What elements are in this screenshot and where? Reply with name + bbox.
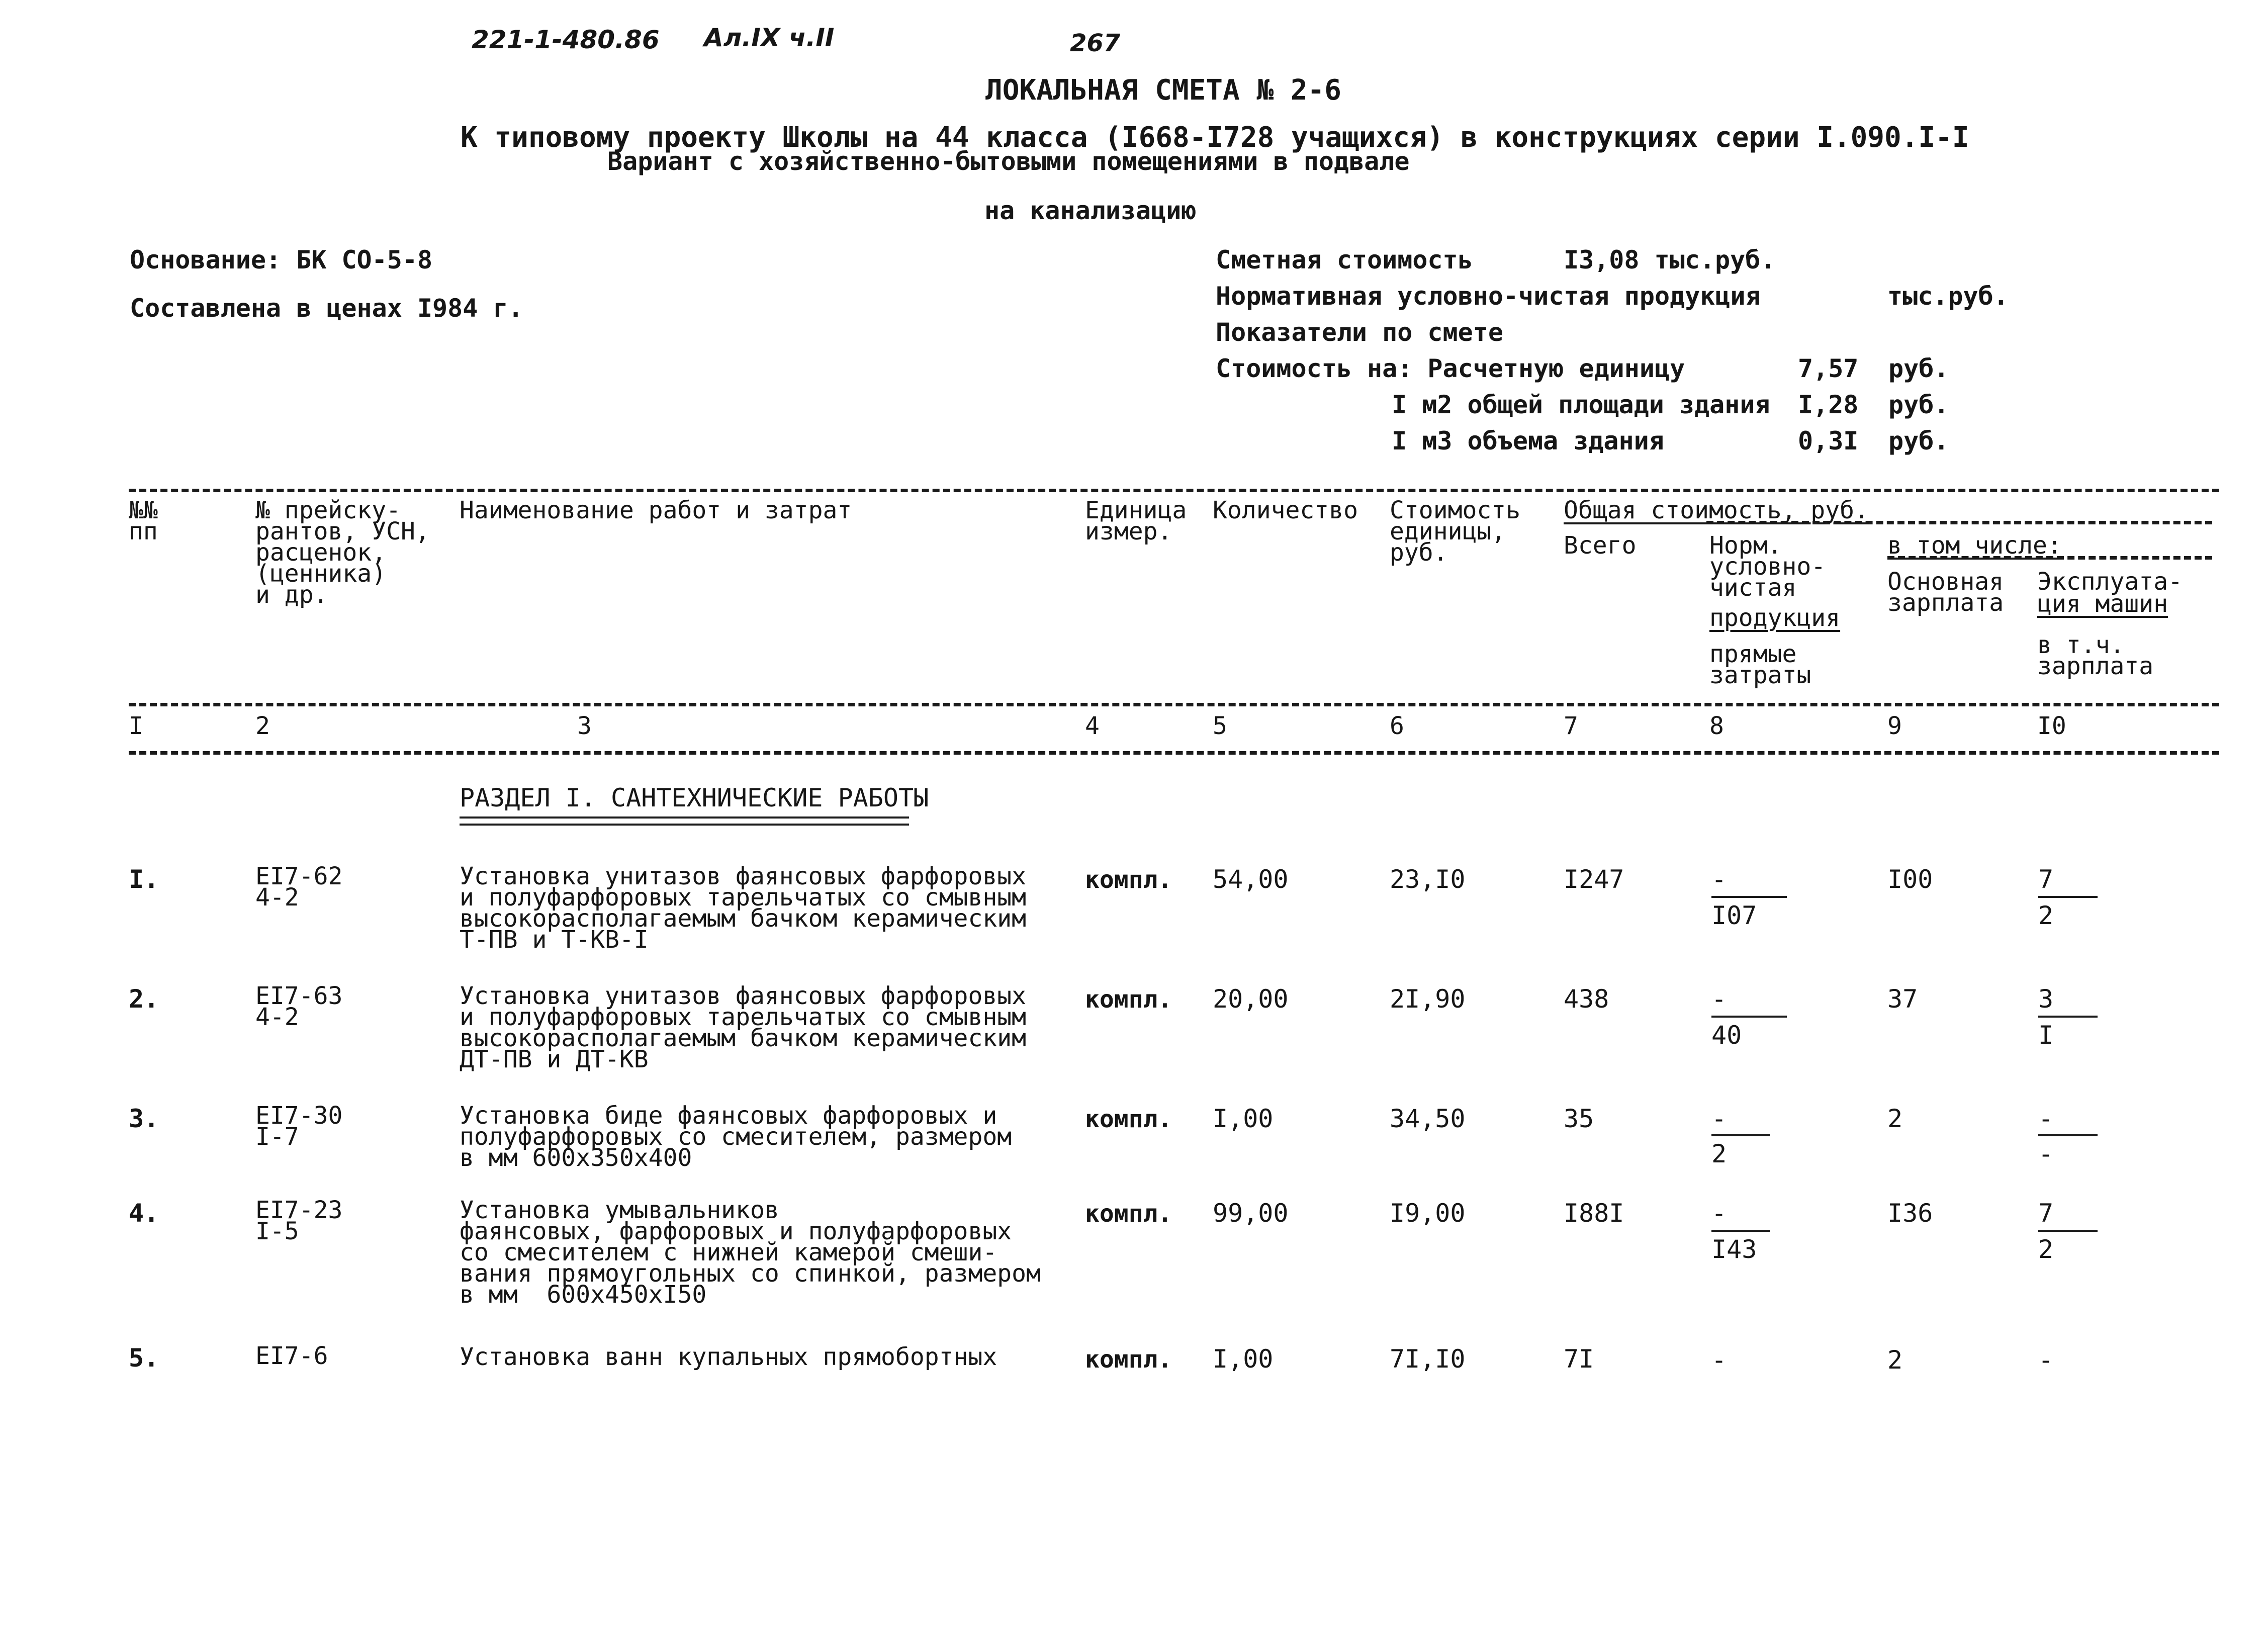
row-code: ЕI7-6 xyxy=(255,1342,328,1370)
row-total: I247 xyxy=(1564,865,1624,894)
row-salary: 37 xyxy=(1887,984,1918,1014)
row-mach-top: - xyxy=(2038,1345,2054,1375)
header-top-rule xyxy=(129,489,2219,492)
row-qty: I,00 xyxy=(1213,1344,1274,1374)
header-in-that: в том числе: xyxy=(1887,531,2062,560)
row-salary: 2 xyxy=(1887,1104,1903,1133)
row-qty: 20,00 xyxy=(1213,984,1289,1014)
row-unit-cost: I9,00 xyxy=(1390,1199,1466,1228)
row-qty: 99,00 xyxy=(1213,1199,1289,1228)
fraction-line xyxy=(1711,1230,1770,1232)
column-number: 3 xyxy=(577,712,592,740)
header-col10-bottom: в т.ч. зарплата xyxy=(2037,631,2154,680)
header-col5: Количество xyxy=(1213,496,1358,524)
header-col7: Всего xyxy=(1564,531,1637,560)
header-total-cost: Общая стоимость, руб. xyxy=(1564,496,1869,524)
header-col8-bottom: прямые затраты xyxy=(1709,640,1811,689)
row-number: 5. xyxy=(129,1343,159,1373)
row-name: Установка биде фаянсовых фарфоровых и полуфарфоровых со смесителем, размером в мм 600х350х400 xyxy=(460,1102,1012,1172)
row-qty: I,00 xyxy=(1213,1104,1274,1133)
cost-per-unit-value: 7,57 xyxy=(1798,354,1859,383)
row-mach-top: - xyxy=(2038,1104,2054,1133)
row-unit-cost: 7I,I0 xyxy=(1390,1344,1466,1374)
indicators-label: Показатели по смете xyxy=(1216,318,1503,347)
row-mach-bottom: I xyxy=(2038,1021,2054,1050)
row-number: 4. xyxy=(129,1199,159,1228)
per-m3-value: 0,3I xyxy=(1798,426,1859,456)
column-number: I xyxy=(129,712,143,740)
column-number: 4 xyxy=(1085,712,1100,740)
row-unit: компл. xyxy=(1085,985,1172,1014)
row-total: I88I xyxy=(1564,1199,1624,1228)
row-unit: компл. xyxy=(1085,866,1172,894)
row-norm-bottom: I07 xyxy=(1711,901,1757,930)
row-salary: I00 xyxy=(1887,865,1933,894)
row-name: Установка унитазов фаянсовых фарфоровых и полуфарфоровых тарельчатых со смывным высокорасполагаемым бачком керамическим Т-ПВ и Т-КВ-I xyxy=(460,862,1027,954)
row-code: ЕI7-62 4-2 xyxy=(255,862,343,912)
header-col10-under: ция машин xyxy=(2037,590,2168,618)
page-number: 267 xyxy=(1070,29,1121,57)
per-m2-value: I,28 xyxy=(1798,390,1859,419)
fraction-line xyxy=(2038,896,2098,898)
header-col10-top: Эксплуата- xyxy=(2037,568,2183,596)
row-norm-top: - xyxy=(1711,1199,1727,1228)
subtitle-project: К типовому проекту Школы на 44 класса (I668-I728 учащихся) в конструкциях серии I.090.I-I xyxy=(461,121,1969,154)
subtitle-variant: Вариант с хозяйственно-бытовыми помещениями в подвале xyxy=(607,147,1410,176)
header-col2: № прейску- рантов, УСН, расценок, (ценника) и др. xyxy=(255,496,430,609)
header-col6: Стоимость единицы, руб. xyxy=(1390,496,1521,567)
row-norm-top: - xyxy=(1711,984,1727,1014)
header-col1: №№ пп xyxy=(129,496,158,546)
header-col3: Наименование работ и затрат xyxy=(460,496,852,524)
header-col9: Основная зарплата xyxy=(1887,568,2004,617)
row-norm-bottom: I43 xyxy=(1711,1235,1757,1264)
fraction-line xyxy=(2038,1230,2098,1232)
row-mach-top: 7 xyxy=(2038,1199,2054,1228)
album-code: 221-1-480.86 xyxy=(472,25,660,54)
row-number: 2. xyxy=(129,984,159,1014)
subtitle-object: на канализацию xyxy=(984,196,1197,225)
row-name: Установка унитазов фаянсовых фарфоровых и полуфарфоровых тарельчатых со смывным высокорасполагаемым бачком керамическим ДТ-ПВ и ДТ-КВ xyxy=(460,982,1027,1073)
prices-year: Составлена в ценах I984 г. xyxy=(130,294,523,323)
row-total: 35 xyxy=(1564,1104,1594,1133)
row-unit: компл. xyxy=(1085,1200,1172,1228)
column-number: 6 xyxy=(1390,712,1404,740)
fraction-line xyxy=(1711,1134,1770,1136)
row-norm-top: - xyxy=(1711,1104,1727,1133)
per-m3-label: I м3 объема здания xyxy=(1392,426,1664,456)
row-number: 3. xyxy=(129,1104,159,1133)
row-qty: 54,00 xyxy=(1213,865,1289,894)
row-code: ЕI7-63 4-2 xyxy=(255,982,343,1031)
fraction-line xyxy=(1711,896,1787,898)
section-title: РАЗДЕЛ I. САНТЕХНИЧЕСКИЕ РАБОТЫ xyxy=(460,783,929,812)
row-number: I. xyxy=(129,865,159,894)
row-unit-cost: 2I,90 xyxy=(1390,984,1466,1014)
row-name: Установка ванн купальных прямобортных xyxy=(460,1343,997,1371)
column-number: 8 xyxy=(1709,712,1724,740)
header-col8-under: продукция xyxy=(1709,604,1841,632)
header-col8-top: Норм. условно- чистая xyxy=(1709,531,1826,602)
row-unit: компл. xyxy=(1085,1105,1172,1133)
row-total: 438 xyxy=(1564,984,1609,1014)
column-number: 5 xyxy=(1213,712,1227,740)
cost-label: Сметная стоимость xyxy=(1216,245,1473,275)
fraction-line xyxy=(1711,1016,1787,1018)
column-number: 9 xyxy=(1887,712,1902,740)
row-mach-top: 3 xyxy=(2038,984,2054,1014)
row-code: ЕI7-30 I-7 xyxy=(255,1102,343,1151)
fraction-line xyxy=(2038,1134,2098,1136)
row-total: 7I xyxy=(1564,1344,1594,1374)
row-unit-cost: 23,I0 xyxy=(1390,865,1466,894)
basis: Основание: БК СО-5-8 xyxy=(130,245,433,275)
column-number: 7 xyxy=(1564,712,1578,740)
normative-unit: тыс.руб. xyxy=(1887,282,2009,311)
rub-1: руб. xyxy=(1888,354,1949,383)
cost-per-unit-label: Стоимость на: Расчетную единицу xyxy=(1216,354,1685,383)
header-bottom-rule xyxy=(129,703,2219,706)
row-name: Установка умывальников фаянсовых, фарфоровых и полуфарфоровых со смесителем с нижней камерой смеши- вания прямоугольных со спинкой, размером в мм 600х450хI50 xyxy=(460,1196,1041,1309)
album-stamp: Ал.IX ч.II xyxy=(704,23,835,52)
row-salary: I36 xyxy=(1887,1199,1933,1228)
per-m2-label: I м2 общей площади здания xyxy=(1392,390,1770,419)
normative-label: Нормативная условно-чистая продукция xyxy=(1216,282,1761,311)
row-mach-bottom: - xyxy=(2038,1139,2054,1168)
row-norm-bottom: 40 xyxy=(1711,1021,1742,1050)
column-number: I0 xyxy=(2037,712,2066,740)
row-unit: компл. xyxy=(1085,1345,1172,1374)
row-unit-cost: 34,50 xyxy=(1390,1104,1466,1133)
row-mach-top: 7 xyxy=(2038,865,2054,894)
row-code: ЕI7-23 I-5 xyxy=(255,1196,343,1245)
row-norm-bottom: 2 xyxy=(1711,1139,1727,1168)
section-title-underline xyxy=(460,816,909,826)
document-title: ЛОКАЛЬНАЯ СМЕТА № 2-6 xyxy=(985,74,1342,107)
column-numbers-rule xyxy=(129,751,2219,755)
rub-3: руб. xyxy=(1888,426,1949,456)
fraction-line xyxy=(2038,1016,2098,1018)
row-salary: 2 xyxy=(1887,1345,1903,1375)
rub-2: руб. xyxy=(1888,390,1949,419)
row-mach-bottom: 2 xyxy=(2038,1235,2054,1264)
cost-value: I3,08 тыс.руб. xyxy=(1564,245,1776,275)
row-norm-top: - xyxy=(1711,1345,1727,1375)
header-col4: Единица измер. xyxy=(1085,496,1187,546)
column-number: 2 xyxy=(255,712,270,740)
row-mach-bottom: 2 xyxy=(2038,901,2054,930)
row-norm-top: - xyxy=(1711,865,1727,894)
